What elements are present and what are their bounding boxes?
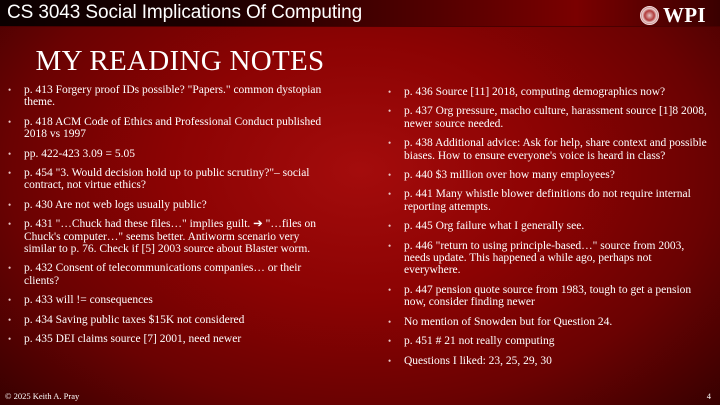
note-text: p. 447 pension quote source from 1983, tough to get a pension now, consider finding newer [404, 283, 692, 309]
note-item [8, 84, 333, 109]
note-item [388, 169, 708, 181]
bullet-icon: • [388, 336, 392, 347]
course-title: CS 3043 Social Implications Of Computing [7, 2, 363, 23]
note-item [388, 284, 708, 309]
note-text: p. 433 will != consequences [24, 294, 153, 307]
note-item [388, 86, 708, 98]
note-item [388, 137, 708, 162]
copyright-footer: © 2025 Keith A. Pray [5, 391, 80, 401]
note-item [8, 333, 333, 345]
bullet-icon: • [388, 240, 392, 251]
bullet-icon: • [8, 85, 12, 95]
note-text: No mention of Snowden but for Question 24. [404, 315, 613, 328]
note-text: p. 445 Org failure what I generally see. [404, 220, 585, 233]
wpi-logo-text: WPI [663, 3, 706, 27]
note-item [8, 199, 333, 211]
note-item [388, 355, 708, 367]
note-text: p. 436 Source [11] 2018, computing demographics now? [404, 86, 666, 98]
note-text: p. 418 ACM Code of Ethics and Professional Conduct published 2018 vs 1997 [24, 115, 322, 141]
left-notes-list [8, 84, 333, 353]
bullet-icon: • [8, 295, 12, 306]
note-text: Questions I liked: 23, 25, 29, 30 [404, 354, 552, 367]
note-text: p. 430 Are not web logs usually public? [24, 198, 207, 211]
note-text: p. 441 Many whistle blower definitions do not require internal reporting attempts. [404, 188, 691, 213]
note-text: p. 440 $3 million over how many employees? [404, 169, 615, 182]
wpi-seal-icon [640, 6, 659, 25]
bullet-icon: • [388, 138, 392, 149]
header-bar [0, 0, 720, 27]
note-item [8, 148, 333, 160]
bullet-icon: • [8, 199, 12, 210]
bullet-icon: • [388, 284, 392, 295]
note-text: p. 413 Forgery proof IDs possible? "Papers." common dystopian theme. [24, 84, 322, 109]
note-item [388, 188, 708, 213]
note-text: p. 434 Saving public taxes $15K not considered [24, 313, 245, 326]
note-item [8, 167, 333, 192]
bullet-icon: • [388, 106, 392, 117]
note-text: pp. 422-423 3.09 = 5.05 [24, 147, 135, 160]
note-item [388, 220, 708, 232]
note-item [388, 105, 708, 130]
note-text: p. 437 Org pressure, macho culture, harassment source [1]8 2008, newer source needed. [404, 105, 707, 130]
note-item [388, 240, 708, 277]
bullet-icon: • [8, 219, 12, 230]
bullet-icon: • [388, 87, 392, 97]
bullet-icon: • [8, 263, 12, 274]
bullet-icon: • [388, 189, 392, 200]
note-item [388, 335, 708, 347]
note-text: p. 431 "…Chuck had these files…" implies guilt. ➔ "…files on Chuck's computer…" seems better. Antiworm scenario very similar to p. 76. Check if [5] 2003 source about Blaster worm. [24, 218, 317, 256]
note-text: p. 432 Consent of telecommunications companies… or their clients? [24, 262, 302, 287]
note-text: p. 435 DEI claims source [7] 2001, need newer [24, 333, 242, 346]
slide-title: MY READING NOTES [35, 45, 325, 77]
bullet-icon: • [8, 334, 12, 345]
note-item [8, 218, 333, 255]
note-text: p. 446 "return to using principle-based…" source from 2003, needs update. This happened a while ago, perhaps not everywhere. [404, 239, 685, 277]
slide-number: 4 [706, 391, 711, 401]
right-notes-list [388, 86, 708, 374]
bullet-icon: • [388, 221, 392, 232]
note-text: p. 454 "3. Would decision hold up to public scrutiny?"– social contract, not virtue ethics? [24, 167, 310, 192]
note-item [8, 116, 333, 141]
bullet-icon: • [388, 170, 392, 181]
bullet-icon: • [8, 148, 12, 159]
note-item [388, 316, 708, 328]
note-item [8, 294, 333, 306]
note-text: p. 451 # 21 not really computing [404, 335, 555, 348]
bullet-icon: • [388, 355, 392, 366]
note-text: p. 438 Additional advice: Ask for help, share context and possible biases. How to ensure everyone's voice is heard in class? [404, 137, 707, 162]
bullet-icon: • [8, 116, 12, 127]
bullet-icon: • [8, 168, 12, 179]
wpi-logo [640, 3, 706, 28]
bullet-icon: • [388, 316, 392, 327]
bullet-icon: • [8, 314, 12, 325]
note-item [8, 314, 333, 326]
note-item [8, 262, 333, 287]
